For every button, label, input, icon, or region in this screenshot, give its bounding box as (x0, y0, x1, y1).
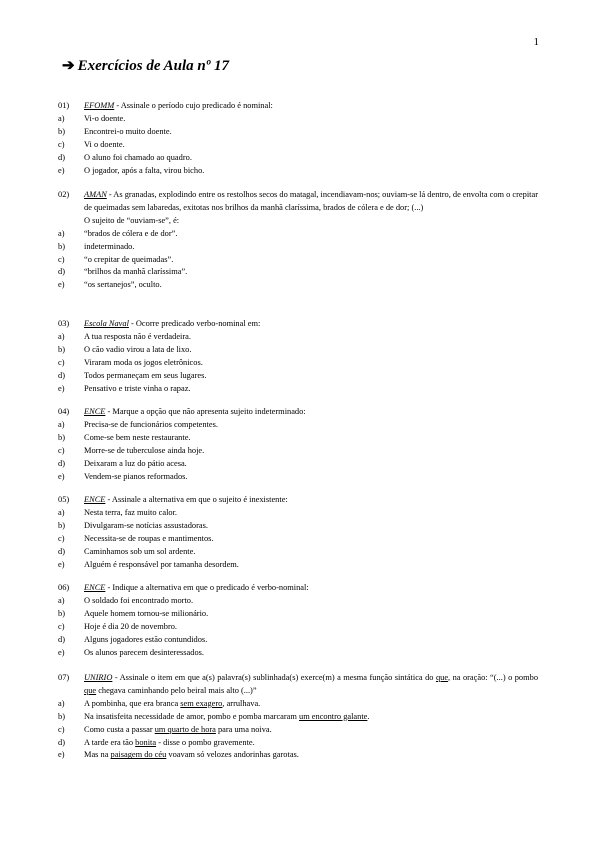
option-b (58, 432, 538, 445)
option-text: “os sertanejos”, oculto. (84, 280, 162, 290)
question-prompt-text: - Indique a alternativa em que o predicado é verbo-nominal: (105, 583, 309, 592)
option-letter: d) (58, 370, 65, 380)
option-text: Vendem-se pianos reformados. (84, 471, 188, 481)
option-letter: a) (58, 419, 65, 429)
option-a (58, 507, 538, 520)
option-c (58, 621, 538, 634)
question-prompt-text: - Ocorre predicado verbo-nominal em: (128, 319, 261, 328)
arrow-right-icon: ➔ (62, 58, 75, 74)
option-d (58, 266, 538, 279)
option-text-post: . (367, 711, 370, 721)
option-letter: c) (58, 445, 65, 455)
option-c (58, 254, 538, 267)
option-text: Come-se bem neste restaurante. (84, 432, 191, 442)
question-2 (58, 189, 538, 292)
option-a (58, 228, 538, 241)
title-text: Exercícios de Aula nº 17 (77, 58, 230, 74)
question-number: 04) (58, 407, 70, 416)
option-letter: a) (58, 228, 65, 238)
question-3 (58, 318, 538, 395)
option-letter: d) (58, 458, 65, 468)
option-text-pre: A pombinha, que era branca (84, 698, 181, 708)
option-letter: e) (58, 750, 65, 760)
option-text: “brados de cólera e de dor”. (84, 228, 178, 238)
option-letter: c) (58, 139, 65, 149)
underlined-phrase: paisagem do céu (110, 750, 167, 760)
option-a (58, 419, 538, 432)
underlined-word: que (435, 673, 449, 682)
option-d (58, 546, 538, 559)
option-text: Necessita-se de roupas e mantimentos. (84, 533, 214, 543)
option-text: Aquele homem tornou-se milionário. (84, 608, 209, 618)
question-prompt-text: - Marque a opção que não apresenta sujeito indeterminado: (105, 407, 306, 416)
option-letter: b) (58, 344, 65, 354)
question-prompt-text: - Assinale o item em que a(s) palavra(s) sublinhada(s) exerce(m) a mesma função sintática do (112, 673, 436, 682)
option-text: Alguém é responsável por tamanha desordem. (84, 559, 239, 569)
option-letter: e) (58, 165, 65, 175)
option-text: O cão vadio virou a lata de lixo. (84, 344, 192, 354)
underlined-word: que (84, 685, 97, 695)
option-text: Deixaram a luz do pátio acesa. (84, 458, 187, 468)
option-text (84, 698, 538, 711)
question-number: 07) (58, 673, 70, 682)
option-letter: c) (58, 724, 65, 734)
underlined-phrase: bonita (135, 737, 157, 747)
question-6 (58, 582, 538, 659)
option-text-pre: Como custa a passar (84, 724, 155, 734)
option-b (58, 520, 538, 533)
option-a (58, 595, 538, 608)
question-source: ENCE (84, 495, 106, 504)
option-e (58, 279, 538, 292)
option-e (58, 165, 538, 178)
option-text: O soldado foi encontrado morto. (84, 595, 194, 605)
option-text (84, 724, 538, 737)
question-prompt (84, 318, 538, 331)
option-text: Todos permaneçam em seus lugares. (84, 370, 207, 380)
question-number: 05) (58, 495, 70, 504)
underlined-phrase: sem exagero (180, 698, 223, 708)
option-e (58, 383, 538, 396)
question-number: 03) (58, 319, 70, 328)
question-prompt (84, 100, 538, 113)
option-letter: a) (58, 698, 65, 708)
question-prompt-text: - As granadas, explodindo entre os restolhos secos do matagal, incendiavam-nos; ouviam-se lá dentro, de envolta com o crepitar de queimadas sem labaredas, exitotas nos brilhos da manhã claríssima, brados de cólera e de dor; (...) (84, 190, 538, 212)
option-letter: b) (58, 432, 65, 442)
option-letter: b) (58, 241, 65, 251)
option-text-post: - disse o pombo gravemente. (156, 737, 255, 747)
option-text: “brilhos da manhã claríssima”. (84, 267, 188, 277)
option-letter: d) (58, 267, 65, 277)
option-letter: a) (58, 331, 65, 341)
option-text: Precisa-se de funcionários competentes. (84, 419, 218, 429)
option-text: Viraram moda os jogos eletrônicos. (84, 357, 203, 367)
question-source: EFOMM (84, 101, 115, 110)
question-number: 01) (58, 101, 70, 110)
page-number: 1 (533, 36, 539, 48)
question-source: AMAN (84, 190, 107, 199)
option-letter: b) (58, 608, 65, 618)
question-prompt-text: , na oração: “(...) o pombo (448, 673, 539, 682)
option-text-post: , arrulhava. (222, 698, 261, 708)
question-source: ENCE (84, 583, 106, 592)
option-letter: e) (58, 280, 65, 290)
option-a (58, 113, 538, 126)
option-d (58, 634, 538, 647)
option-letter: c) (58, 533, 65, 543)
option-text: Pensativo e triste vinha o rapaz. (84, 383, 191, 393)
option-letter: b) (58, 520, 65, 530)
option-text (84, 737, 538, 750)
option-a (58, 331, 538, 344)
option-letter: e) (58, 559, 65, 569)
option-letter: b) (58, 126, 65, 136)
option-text: O jogador, após a falta, virou bicho. (84, 165, 205, 175)
option-b (58, 126, 538, 139)
option-letter: d) (58, 634, 65, 644)
option-c (58, 445, 538, 458)
underlined-phrase: um quarto de hora (154, 724, 216, 734)
option-d (58, 152, 538, 165)
question-prompt-text: chegava caminhando pelo beiral mais alto (...)” (96, 685, 257, 695)
question-number: 06) (58, 583, 70, 592)
option-d (58, 737, 538, 750)
option-text: Divulgaram-se notícias assustadoras. (84, 520, 208, 530)
question-7 (58, 672, 538, 762)
option-text-post: para uma noiva. (215, 724, 272, 734)
option-e (58, 559, 538, 572)
option-text: Nesta terra, faz muito calor. (84, 507, 178, 517)
option-c (58, 357, 538, 370)
option-text (84, 749, 538, 762)
option-text: “o crepitar de queimadas”. (84, 254, 174, 264)
option-letter: e) (58, 471, 65, 481)
option-b (58, 608, 538, 621)
question-4 (58, 406, 538, 483)
option-text: Encontrei-o muito doente. (84, 126, 172, 136)
underlined-phrase: um encontro galante (299, 711, 368, 721)
option-text-post: voavam só velozes andorinhas garotas. (166, 750, 299, 760)
option-text: Morre-se de tuberculose ainda hoje. (84, 445, 205, 455)
option-text-pre: A tarde era tão (84, 737, 136, 747)
option-letter: a) (58, 595, 65, 605)
page-title (62, 56, 229, 75)
option-letter: d) (58, 737, 65, 747)
option-text: Vi-o doente. (84, 113, 126, 123)
option-c (58, 724, 538, 737)
option-letter: b) (58, 711, 65, 721)
option-letter: d) (58, 546, 65, 556)
question-source: Escola Naval (84, 319, 129, 328)
option-b (58, 344, 538, 357)
option-d (58, 458, 538, 471)
option-d (58, 370, 538, 383)
option-text-pre: Mas na (84, 750, 111, 760)
option-text-pre: Na insatisfeita necessidade de amor, pombo e pomba marcaram (84, 711, 300, 721)
option-letter: d) (58, 152, 65, 162)
option-text: Vi o doente. (84, 139, 125, 149)
option-text: Caminhamos sob um sol ardente. (84, 546, 196, 556)
option-e (58, 647, 538, 660)
question-prompt (84, 189, 538, 215)
option-text: Hoje é dia 20 de novembro. (84, 621, 178, 631)
option-letter: a) (58, 507, 65, 517)
option-letter: e) (58, 647, 65, 657)
question-prompt (84, 582, 538, 595)
option-text: A tua resposta não é verdadeira. (84, 331, 191, 341)
option-b (58, 711, 538, 724)
option-text (84, 711, 538, 724)
option-text: indeterminado. (84, 241, 135, 251)
option-letter: a) (58, 113, 65, 123)
question-source: UNIRIO (84, 673, 113, 682)
question-source: ENCE (84, 407, 106, 416)
question-prompt-text: - Assinale o período cujo predicado é nominal: (114, 101, 273, 110)
question-prompt (84, 406, 538, 419)
option-b (58, 241, 538, 254)
option-text: Os alunos parecem desinteressados. (84, 647, 205, 657)
option-letter: c) (58, 357, 65, 367)
question-5 (58, 494, 538, 571)
option-a (58, 698, 538, 711)
question-number: 02) (58, 190, 70, 199)
option-text: Alguns jogadores estão contundidos. (84, 634, 208, 644)
question-extra: O sujeito de “ouviam-se”, é: (84, 215, 180, 225)
option-text: O aluno foi chamado ao quadro. (84, 152, 192, 162)
question-prompt (84, 672, 538, 698)
option-c (58, 533, 538, 546)
option-letter: e) (58, 383, 65, 393)
question-1 (58, 100, 538, 177)
question-prompt (84, 494, 538, 507)
option-letter: c) (58, 254, 65, 264)
option-e (58, 749, 538, 762)
option-e (58, 471, 538, 484)
option-c (58, 139, 538, 152)
question-prompt-text: - Assinale a alternativa em que o sujeito é inexistente: (105, 495, 288, 504)
option-letter: c) (58, 621, 65, 631)
